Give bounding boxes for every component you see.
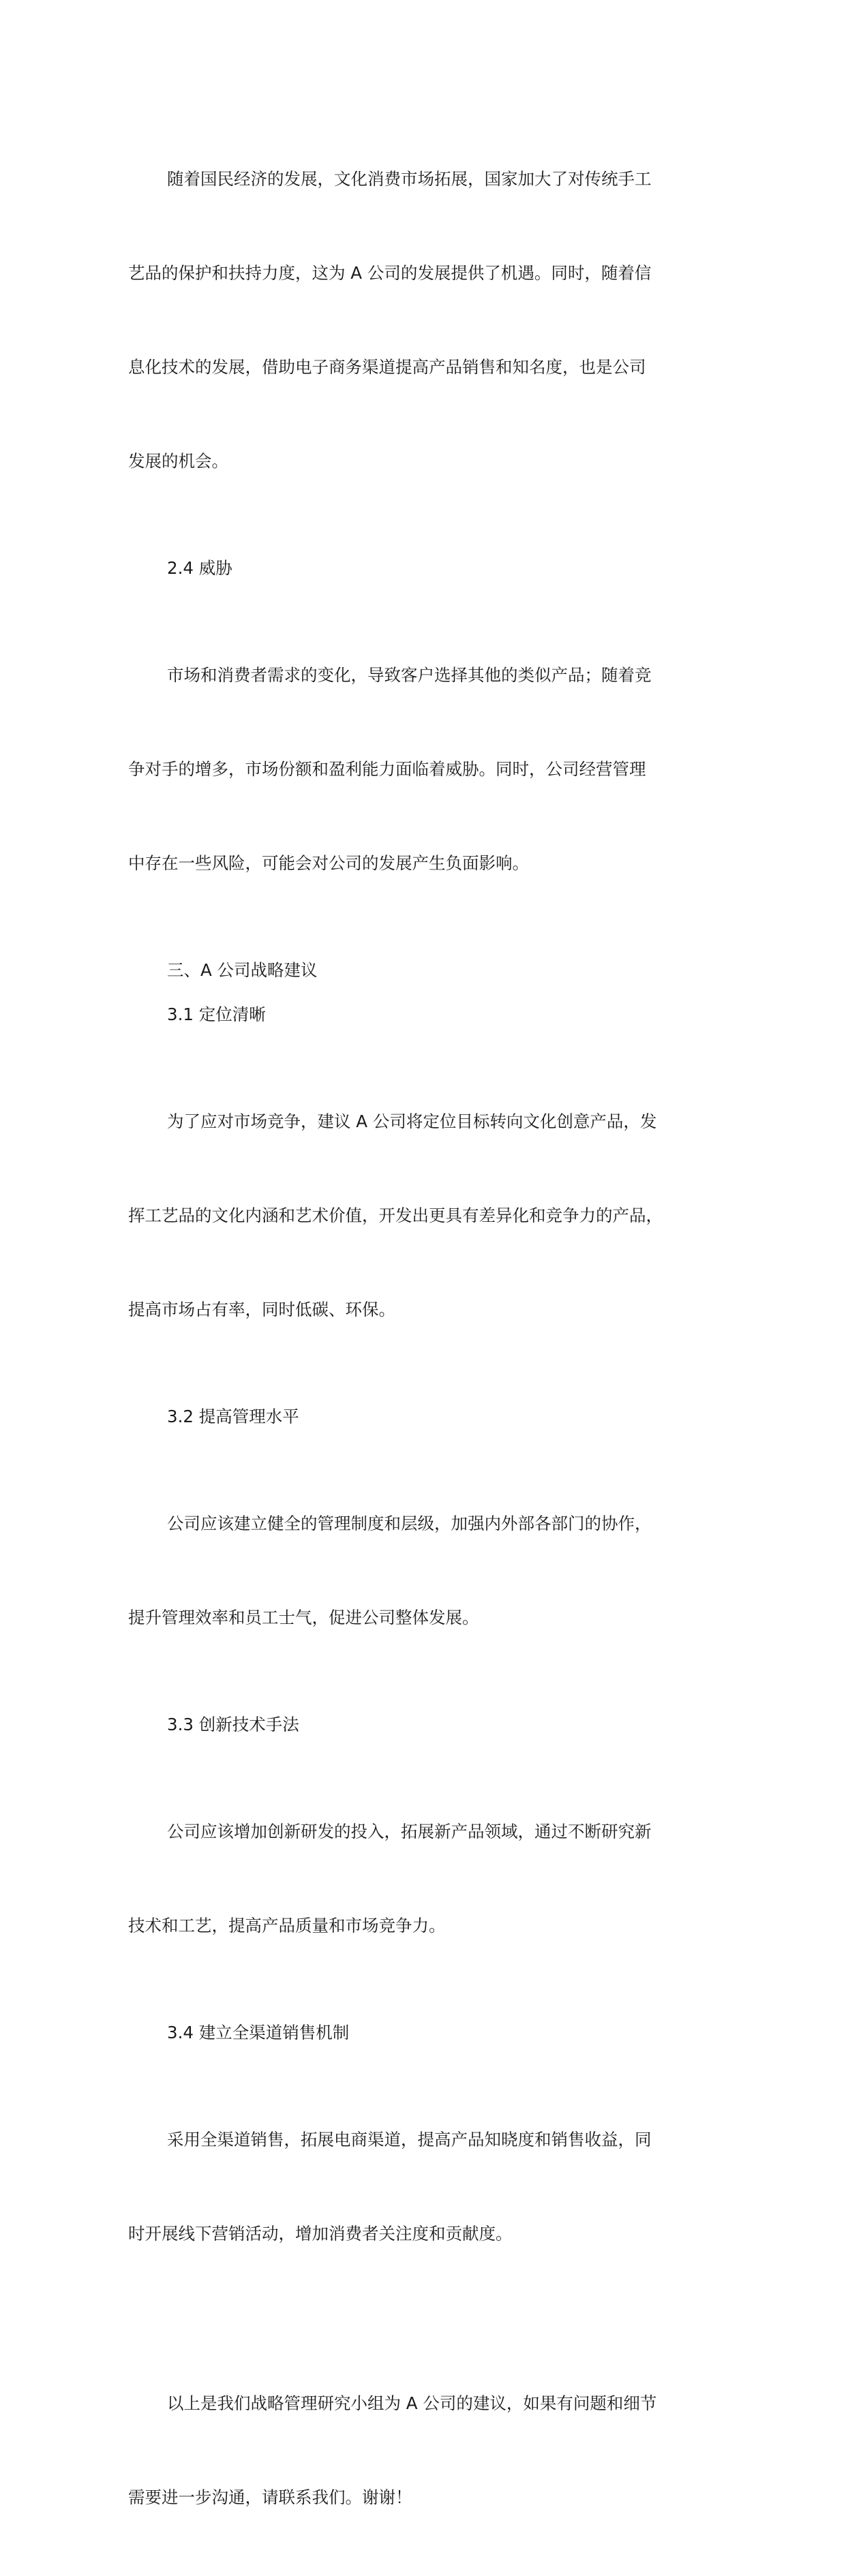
text-line: 随着国民经济的发展，文化消费市场拓展，国家加大了对传统手工 [167,169,652,189]
section-heading-3-1: 3.1 定位清晰 [167,1005,266,1024]
text-line: 以上是我们战略管理研究小组为 A 公司的建议，如果有问题和细节 [167,2393,657,2413]
text-line: 中存在一些风险，可能会对公司的发展产生负面影响。 [128,853,529,873]
paragraph-opportunities [128,101,745,540]
text-line: 息化技术的发展，借助电子商务渠道提高产品销售和知名度，也是公司 [128,357,646,377]
section-heading-2-4: 2.4 威胁 [167,558,232,578]
text-line: 发展的机会。 [128,451,228,471]
text-line: 提升管理效率和员工士气，促进公司整体发展。 [128,1608,479,1627]
section-heading-3-2: 3.2 提高管理水平 [167,1407,299,1426]
text-line: 提高市场占有率，同时低碳、环保。 [128,1300,395,1319]
text-line: 公司应该建立健全的管理制度和层级，加强内外部各部门的协作， [167,1514,652,1533]
text-line: 争对手的增多，市场份额和盈利能力面临着威胁。同时，公司经营管理 [128,759,646,779]
document-page [128,101,745,2576]
paragraph-threats [128,597,745,942]
paragraph-closing [128,2325,745,2576]
text-line: 挥工艺品的文化内涵和艺术价值，开发出更具有差异化和竞争力的产品， [128,1206,663,1225]
section-heading-3-3: 3.3 创新技术手法 [167,1715,299,1734]
paragraph-management [128,1445,745,1696]
text-line: 需要进一步沟通，请联系我们。谢谢！ [128,2487,412,2507]
paragraph-innovation [128,1753,745,2004]
text-line: 时开展线下营销活动，增加消费者关注度和贡献度。 [128,2224,513,2243]
text-line: 采用全渠道销售，拓展电商渠道，提高产品知晓度和销售收益，同 [167,2130,652,2149]
text-line: 市场和消费者需求的变化，导致客户选择其他的类似产品；随着竞 [167,665,652,685]
text-line: 技术和工艺，提高产品质量和市场竞争力。 [128,1916,446,1935]
paragraph-positioning [128,1043,745,1388]
text-line: 公司应该增加创新研发的投入，拓展新产品领域，通过不断研究新 [167,1822,652,1841]
chapter-heading-3: 三、A 公司战略建议 [167,960,318,980]
text-line: 为了应对市场竞争，建议 A 公司将定位目标转向文化创意产品，发 [167,1111,657,1131]
text-line: 艺品的保护和扶持力度，这为 A 公司的发展提供了机遇。同时，随着信 [128,263,652,283]
section-heading-3-4: 3.4 建立全渠道销售机制 [167,2023,350,2042]
paragraph-omnichannel [128,2061,745,2312]
